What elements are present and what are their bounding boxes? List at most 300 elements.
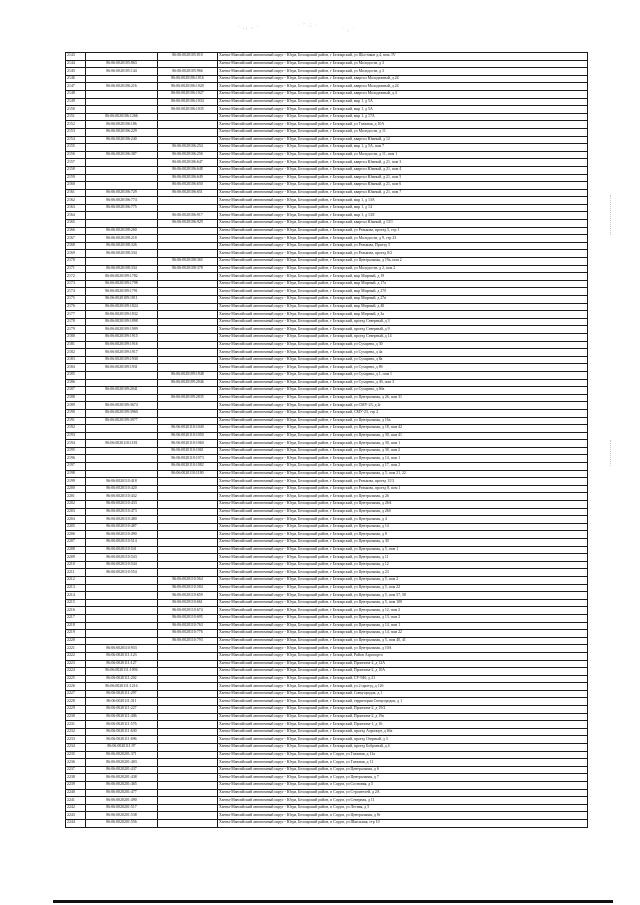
table-row (66, 584, 588, 592)
cadastral-number-building (158, 417, 218, 425)
cadastral-number-land: 86:06:0020106:387 (86, 151, 158, 159)
row-number: 2226 (66, 683, 86, 691)
cadastral-number-building (158, 660, 218, 668)
cadastral-number-building (158, 341, 218, 349)
row-number: 2193 (66, 432, 86, 440)
cadastral-number-building: 86:06:0020108:365 (158, 258, 218, 266)
cadastral-number-building (158, 204, 218, 212)
cadastral-number-land (86, 166, 158, 174)
address-cell: Ханты-Мансийский автономный округ - Югра, Белоярский район, г Белоярский, Спецгородок, д 1 (218, 690, 588, 698)
cadastral-number-building (158, 721, 218, 729)
cadastral-number-land: 86:06:0020109:1791 (86, 288, 158, 296)
row-number: 2216 (66, 607, 86, 615)
cadastral-number-building: 86:06:0020106:1035 (158, 106, 218, 114)
cadastral-number-building (158, 364, 218, 372)
row-number: 2228 (66, 698, 86, 706)
cadastral-number-land (86, 394, 158, 402)
address-cell: Ханты-Мансийский автономный округ - Югра, Белоярский район, п Сорум, ул Таежная, д 11 (218, 759, 588, 767)
table-row (66, 212, 588, 220)
table-row (66, 493, 588, 501)
table-row (66, 417, 588, 425)
row-number: 2230 (66, 713, 86, 721)
cadastral-number-land: 86:06:0020109:3674 (86, 402, 158, 410)
cadastral-number-building (158, 713, 218, 721)
cadastral-number-land (86, 144, 158, 152)
cadastral-number-land (86, 432, 158, 440)
cadastral-number-building: 86:06:0020110:659 (158, 592, 218, 600)
table-row (66, 599, 588, 607)
address-cell: Ханты-Мансийский автономный округ - Югра, Белоярский район, г Белоярский, ул Центральная, д 12 (218, 561, 588, 569)
address-cell: Ханты-Мансийский автономный округ - Югра, Белоярский район, г Белоярский, квартал Южный, д 21, пом 7 (218, 189, 588, 197)
row-number: 2243 (66, 812, 86, 820)
table-row (66, 706, 588, 714)
address-cell: Ханты-Мансийский автономный округ - Югра, Белоярский район, г Белоярский, проезд Бобровый, д 4 (218, 744, 588, 752)
row-number: 2177 (66, 311, 86, 319)
cadastral-number-land: 86:06:0020109:1917 (86, 349, 158, 357)
address-cell: Ханты-Мансийский автономный округ - Югра, Белоярский район, г Белоярский, ул Молодости, д 11, пом 1 (218, 151, 588, 159)
cadastral-number-land: 86:06:0020201:437 (86, 766, 158, 774)
address-cell: Ханты-Мансийский автономный округ - Югра, Белоярский район, г Белоярский, ул Молодости, д 11 (218, 128, 588, 136)
table-row (66, 804, 588, 812)
row-number: 2145 (66, 68, 86, 76)
address-cell: Ханты-Мансийский автономный округ - Югра, Белоярский район, г Белоярский, квартал Южный, д 21, пом 3 (218, 159, 588, 167)
table-row (66, 478, 588, 486)
address-cell: Ханты-Мансийский автономный округ - Югра, Белоярский район, г Белоярский, мкр Мирный, д 19 (218, 273, 588, 281)
cadastral-number-building (158, 409, 218, 417)
cadastral-number-land (86, 592, 158, 600)
cadastral-number-building (158, 128, 218, 136)
address-cell: Ханты-Мансийский автономный округ - Югра, Белоярский район, г Белоярский, ул Сухарева, д 8б (218, 364, 588, 372)
table-row (66, 561, 588, 569)
address-cell: Ханты-Мансийский автономный округ - Югра, Белоярский район, г Белоярский, ул Центральная, д 14, пом 22 (218, 630, 588, 638)
row-number: 2217 (66, 614, 86, 622)
address-cell: Ханты-Мансийский автономный округ - Югра, Белоярский район, г Белоярский, ул Сухарева, д 4б, пом 3 (218, 379, 588, 387)
table-row (66, 318, 588, 326)
row-number: 2195 (66, 447, 86, 455)
table-row (66, 60, 588, 68)
cadastral-number-land: 86:06:0020108:334 (86, 265, 158, 273)
table-row (66, 106, 588, 114)
table-row (66, 812, 588, 820)
cadastral-number-land (86, 212, 158, 220)
address-cell: Ханты-Мансийский автономный округ - Югра, Белоярский район, г Белоярский, ул Центральная, д 14 (218, 523, 588, 531)
address-cell: Ханты-Мансийский автономный округ - Югра, Белоярский район, п Сорум, ул Строителей, д 2А (218, 789, 588, 797)
cadastral-number-land: 86:06:0020201:465 (86, 782, 158, 790)
cadastral-number-land (86, 220, 158, 228)
cadastral-number-land: 86:06:0020201:477 (86, 789, 158, 797)
address-cell: Ханты-Мансийский автономный округ - Югра, Белоярский район, г Белоярский, ул Центральная, д 12, пом 2 (218, 607, 588, 615)
row-number: 2206 (66, 531, 86, 539)
row-number: 2169 (66, 250, 86, 258)
address-cell: Ханты-Мансийский автономный округ - Югра, Белоярский район, г Белоярский, ул Центральная, д 26б (218, 508, 588, 516)
address-cell: Ханты-Мансийский автономный округ - Югра, Белоярский район, г Белоярский, ул Центральная, д 8 (218, 531, 588, 539)
table-row (66, 326, 588, 334)
cadastral-number-land: 86:06:0020106:729 (86, 189, 158, 197)
address-cell: Ханты-Мансийский автономный округ - Югра, Белоярский район, г Белоярский, проезд Северный, д 9 (218, 326, 588, 334)
cadastral-number-building: 86:06:0020109:2046 (158, 379, 218, 387)
cadastral-number-building: 86:06:0020110:674 (158, 607, 218, 615)
row-number: 2240 (66, 789, 86, 797)
table-row (66, 250, 588, 258)
table-row (66, 90, 588, 98)
cadastral-number-land: 86:06:0020108:260 (86, 227, 158, 235)
cadastral-number-land (86, 614, 158, 622)
table-row (66, 182, 588, 190)
address-cell: Ханты-Мансийский автономный округ - Югра, Белоярский район, г Белоярский, проезд Озерный, д 3 (218, 736, 588, 744)
address-cell: Ханты-Мансийский автономный округ - Югра, Белоярский район, г Белоярский, ул Центральная, д 18, пом 42 (218, 425, 588, 433)
table-row (66, 508, 588, 516)
cadastral-number-building: 86:06:0020110:793 (158, 637, 218, 645)
address-cell: Ханты-Мансийский автономный округ - Югра, Белоярский район, г Белоярский, ул Центральная, д 11 (218, 554, 588, 562)
row-number: 2207 (66, 539, 86, 547)
address-cell: Ханты-Мансийский автономный округ - Югра, Белоярский район, г Белоярский, Промзона-2, д 12А (218, 660, 588, 668)
cadastral-number-building (158, 242, 218, 250)
cadastral-number-land: 86:06:0020110:432 (86, 493, 158, 501)
cadastral-number-land (86, 455, 158, 463)
cadastral-number-land: 86:06:0020109:2041 (86, 387, 158, 395)
row-number: 2224 (66, 668, 86, 676)
cadastral-number-land (86, 98, 158, 106)
table-row (66, 721, 588, 729)
table-row (66, 546, 588, 554)
table-row (66, 425, 588, 433)
table-row (66, 53, 588, 61)
table-row (66, 774, 588, 782)
cadastral-number-building (158, 569, 218, 577)
table-row (66, 751, 588, 759)
table-row (66, 485, 588, 493)
cadastral-number-building: 86:06:0020110:564 (158, 576, 218, 584)
cadastral-number-land (86, 599, 158, 607)
row-number: 2166 (66, 227, 86, 235)
row-number: 2186 (66, 379, 86, 387)
cadastral-number-land (86, 425, 158, 433)
address-cell: Ханты-Мансийский автономный округ - Югра, Белоярский район, г Белоярский, ул Молодости, д 9, стр 23 (218, 235, 588, 243)
address-cell: Ханты-Мансийский автономный округ - Югра, Белоярский район, г Белоярский, ул Центральная, д 5, пом 40, 41 (218, 637, 588, 645)
cadastral-number-land: 86:06:0020111:1214 (86, 683, 158, 691)
cadastral-number-land (86, 447, 158, 455)
address-cell: Ханты-Мансийский автономный округ - Югра, Белоярский район, г Белоярский, квартал Молодежный, д 24 (218, 75, 588, 83)
address-cell: Ханты-Мансийский автономный округ - Югра, Белоярский район, г Белоярский, квартал Молодежный, д 4 (218, 90, 588, 98)
table-row (66, 227, 588, 235)
table-row (66, 387, 588, 395)
cadastral-number-land: 86:06:0020110:420 (86, 485, 158, 493)
row-number: 2187 (66, 387, 86, 395)
row-number: 2160 (66, 182, 86, 190)
cadastral-number-building (158, 235, 218, 243)
cadastral-number-building (158, 645, 218, 653)
row-number: 2205 (66, 523, 86, 531)
row-number: 2223 (66, 660, 86, 668)
cadastral-number-land: 86:06:0020106:240 (86, 136, 158, 144)
cadastral-number-land: 86:06:0020111:123 (86, 652, 158, 660)
cadastral-number-building: 86:06:0020110:1040 (158, 425, 218, 433)
registry-table (65, 52, 588, 828)
cadastral-number-building: 86:06:0020106:647 (158, 159, 218, 167)
cadastral-number-land: 86:06:0020109:3977 (86, 417, 158, 425)
row-number: 2152 (66, 121, 86, 129)
cadastral-number-land: 86:06:0020111:696 (86, 736, 158, 744)
row-number: 2183 (66, 356, 86, 364)
cadastral-number-building (158, 349, 218, 357)
row-number: 2214 (66, 592, 86, 600)
cadastral-number-land: 86:06:0020110:490 (86, 531, 158, 539)
row-number: 2210 (66, 561, 86, 569)
table-row (66, 683, 588, 691)
address-cell: Ханты-Мансийский автономный округ - Югра, Белоярский район, г Белоярский, территория Спецгородок, д 1 (218, 698, 588, 706)
row-number: 2192 (66, 425, 86, 433)
table-row (66, 668, 588, 676)
cadastral-number-land: 86:06:0020111:127 (86, 660, 158, 668)
address-cell: Ханты-Мансийский автономный округ - Югра, Белоярский район, г Белоярский, ул Шостаков д.4, пом. IV (218, 53, 588, 61)
address-cell: Ханты-Мансийский автономный округ - Югра, Белоярский район, г Белоярский, ул Молодости, д 3 (218, 60, 588, 68)
row-number: 2158 (66, 166, 86, 174)
address-cell: Ханты-Мансийский автономный округ - Югра, Белоярский район, г Белоярский, ул Таежная, д 10А (218, 121, 588, 129)
cadastral-number-land (86, 622, 158, 630)
cadastral-number-building (158, 333, 218, 341)
address-cell: Ханты-Мансийский автономный округ - Югра, Белоярский район, г Белоярский, ул Сухарева, д 1, пом 1 (218, 371, 588, 379)
table-row (66, 637, 588, 645)
row-number: 2236 (66, 759, 86, 767)
address-cell: Ханты-Мансийский автономный округ - Югра, Белоярский район, г Белоярский, ул Центральная, д 30 (218, 539, 588, 547)
address-cell: Ханты-Мансийский автономный округ - Югра, Белоярский район, г Белоярский, ул Центральная, д 5, пом 57, 58 (218, 592, 588, 600)
cadastral-number-building (158, 736, 218, 744)
cadastral-number-building (158, 554, 218, 562)
cadastral-number-building (158, 516, 218, 524)
address-cell: Ханты-Мансийский автономный округ - Югра, Белоярский район, п Сорум, ул Лесная, д 5 (218, 804, 588, 812)
address-cell: Ханты-Мансийский автономный округ - Югра, Белоярский район, г Белоярский, СМУ-23, стр 2 (218, 409, 588, 417)
row-number: 2212 (66, 576, 86, 584)
row-number: 2161 (66, 189, 86, 197)
cadastral-number-land: 86:06:0020109:1931 (86, 364, 158, 372)
address-cell: Ханты-Мансийский автономный округ - Югра, Белоярский район, г Белоярский, мкр Мирный, д 17а (218, 280, 588, 288)
cadastral-number-land: 86:06:0020110:418 (86, 478, 158, 486)
table-row (66, 379, 588, 387)
row-number: 2181 (66, 341, 86, 349)
address-cell: Ханты-Мансийский автономный округ - Югра, Белоярский район, г Белоярский, квартал Молодежный, д 24 (218, 83, 588, 91)
row-number: 2244 (66, 819, 86, 827)
row-number: 2222 (66, 652, 86, 660)
cadastral-number-land: 86:06:0020106:216 (86, 83, 158, 91)
address-cell: Ханты-Мансийский автономный округ - Югра, Белоярский район, г Белоярский, ул Центральная, д 13, пом 2 (218, 614, 588, 622)
cadastral-number-building (158, 698, 218, 706)
address-cell: Ханты-Мансийский автономный округ - Югра, Белоярский район, г Белоярский, мкр Мирный, д 27в (218, 296, 588, 304)
cadastral-number-land: 86:06:0020201:556 (86, 819, 158, 827)
table-row (66, 356, 588, 364)
table-row (66, 645, 588, 653)
row-number: 2146 (66, 75, 86, 83)
table-row (66, 470, 588, 478)
row-number: 2188 (66, 394, 86, 402)
address-cell: Ханты-Мансийский автономный округ - Югра, Белоярский район, г Белоярский, Промзона-2, д 19а (218, 713, 588, 721)
cadastral-number-land: 86:06:0020110:433 (86, 501, 158, 509)
address-cell: Ханты-Мансийский автономный округ - Югра, Белоярский район, г Белоярский, ул Центральная, д 5, пом 100 (218, 599, 588, 607)
table-row (66, 744, 588, 752)
stamp-mark: ∙ ' ∴ · (298, 23, 318, 29)
cadastral-number-building (158, 759, 218, 767)
cadastral-number-land: 86:06:0020106:775 (86, 204, 158, 212)
row-number: 2182 (66, 349, 86, 357)
cadastral-number-building (158, 774, 218, 782)
table-row (66, 280, 588, 288)
table-row (66, 242, 588, 250)
table-row (66, 789, 588, 797)
address-cell: Ханты-Мансийский автономный округ - Югра, Белоярский район, г Белоярский, мкр Мирный, д 40 (218, 303, 588, 311)
row-number: 2234 (66, 744, 86, 752)
cadastral-number-land: 86:06:0020106:229 (86, 128, 158, 136)
cadastral-number-building (158, 273, 218, 281)
address-cell: Ханты-Мансийский автономный округ - Югра, Белоярский район, г Белоярский, мкр 1, д 14 (218, 204, 588, 212)
cadastral-number-building (158, 402, 218, 410)
cadastral-number-building (158, 311, 218, 319)
table-row (66, 296, 588, 304)
table-row (66, 569, 588, 577)
row-number: 2154 (66, 136, 86, 144)
cadastral-number-building (158, 227, 218, 235)
row-number: 2150 (66, 106, 86, 114)
cadastral-number-building: 86:06:0020110:584 (158, 584, 218, 592)
cadastral-number-building (158, 478, 218, 486)
row-number: 2203 (66, 508, 86, 516)
address-cell: Ханты-Мансийский автономный округ - Югра, Белоярский район, г Белоярский, мкр 1, д 17А (218, 113, 588, 121)
cadastral-number-land (86, 90, 158, 98)
cadastral-number-building (158, 782, 218, 790)
cadastral-number-building (158, 523, 218, 531)
cadastral-number-land: 86:06:0020110:514 (86, 539, 158, 547)
cadastral-number-building: 86:06:0020106:1016 (158, 75, 218, 83)
cadastral-number-building: 86:06:0020110:1060 (158, 440, 218, 448)
cadastral-number-building (158, 690, 218, 698)
row-number: 2173 (66, 280, 86, 288)
table-row (66, 98, 588, 106)
cadastral-number-building (158, 250, 218, 258)
address-cell: Ханты-Мансийский автономный округ - Югра, Белоярский район, г Белоярский, ул Сухарева, д 8а (218, 356, 588, 364)
table-row (66, 607, 588, 615)
cadastral-number-land: 86:06:0020108:334 (86, 250, 158, 258)
cadastral-number-building (158, 546, 218, 554)
cadastral-number-land: 86:06:0020111:227 (86, 706, 158, 714)
address-cell: Ханты-Мансийский автономный округ - Югра, Белоярский район, г Белоярский, ул Ратькова, проезд 11/3 (218, 478, 588, 486)
cadastral-number-land: 86:06:0020110:473 (86, 508, 158, 516)
cadastral-number-land: 86:06:0020111:576 (86, 721, 158, 729)
cadastral-number-building (158, 728, 218, 736)
row-number: 2229 (66, 706, 86, 714)
cadastral-number-land: 86:06:0020111:406 (86, 713, 158, 721)
registry-body (66, 53, 588, 828)
address-cell: Ханты-Мансийский автономный округ - Югра, Белоярский район, г Белоярский, ул Центральная, д 19а, пом 2 (218, 258, 588, 266)
table-row (66, 782, 588, 790)
table-row (66, 197, 588, 205)
table-row (66, 174, 588, 182)
row-number: 2199 (66, 478, 86, 486)
cadastral-number-land: 86:06:0020110:544 (86, 561, 158, 569)
cadastral-number-building: 86:06:0020110:763 (158, 622, 218, 630)
cadastral-number-building: 86:06:0020106:917 (158, 212, 218, 220)
cadastral-number-land: 86:06:0020201:438 (86, 774, 158, 782)
cadastral-number-land (86, 463, 158, 471)
row-number: 2167 (66, 235, 86, 243)
cadastral-number-land: 86:06:0020110:541 (86, 546, 158, 554)
table-row (66, 622, 588, 630)
cadastral-number-building: 86:06:0020110:776 (158, 630, 218, 638)
address-cell: Ханты-Мансийский автономный округ - Югра, Белоярский район, г Белоярский, квартал Южный, д 13/1 (218, 220, 588, 228)
row-number: 2209 (66, 554, 86, 562)
address-cell: Ханты-Мансийский автономный округ - Югра, Белоярский район, г Белоярский, ул Ратькова, Проезд 3 (218, 242, 588, 250)
address-cell: Ханты-Мансийский автономный округ - Югра, Белоярский район, г Белоярский, квартал Южный, д 12 (218, 136, 588, 144)
address-cell: Ханты-Мансийский автономный округ - Югра, Белоярский район, г Белоярский, ул Центральная, д 16а (218, 417, 588, 425)
row-number: 2198 (66, 470, 86, 478)
cadastral-number-building (158, 804, 218, 812)
cadastral-number-land (86, 630, 158, 638)
cadastral-number-building (158, 789, 218, 797)
cadastral-number-building (158, 121, 218, 129)
cadastral-number-building: 86:06:0020106:1034 (158, 98, 218, 106)
address-cell: Ханты-Мансийский автономный округ - Югра, Белоярский район, г Белоярский, мкр 1, д 5А, пом 7 (218, 144, 588, 152)
address-cell: Ханты-Мансийский автономный округ - Югра, Белоярский район, п Сорум, ул Школьная, стр 10 (218, 819, 588, 827)
address-cell: Ханты-Мансийский автономный округ - Югра, Белоярский район, г Белоярский, ул Сухарева, д 30 (218, 341, 588, 349)
row-number: 2172 (66, 273, 86, 281)
cadastral-number-building (158, 812, 218, 820)
table-row (66, 501, 588, 509)
cadastral-number-land (86, 182, 158, 190)
table-row (66, 303, 588, 311)
cadastral-number-land: 86:06:0020201:538 (86, 812, 158, 820)
table-row (66, 128, 588, 136)
cadastral-number-land: 86:06:0020110:933 (86, 645, 158, 653)
cadastral-number-building (158, 501, 218, 509)
row-number: 2218 (66, 622, 86, 630)
cadastral-number-land: 86:06:0020201:403 (86, 759, 158, 767)
address-cell: Ханты-Мансийский автономный округ - Югра, Белоярский район, п Сорум, ул Таежная, д 11а (218, 751, 588, 759)
cadastral-number-building (158, 288, 218, 296)
cadastral-number-building: 86:06:0020106:651 (158, 189, 218, 197)
address-cell: Ханты-Мансийский автономный округ - Югра, Белоярский район, г Белоярский, ул Центральная, д 5, пом 2 (218, 576, 588, 584)
row-number: 2153 (66, 128, 86, 136)
address-cell: Ханты-Мансийский автономный округ - Югра, Белоярский район, г Белоярский, ул Сухарева, д 4а (218, 349, 588, 357)
cadastral-number-building: 86:06:0020106:649 (158, 174, 218, 182)
row-number: 2220 (66, 637, 86, 645)
row-number: 2149 (66, 98, 86, 106)
cadastral-number-building (158, 797, 218, 805)
cadastral-number-land: 86:06:0020106:774 (86, 197, 158, 205)
table-row (66, 151, 588, 159)
cadastral-number-land: 86:06:0020111:1094 (86, 668, 158, 676)
cadastral-number-building (158, 303, 218, 311)
cadastral-number-building: 86:06:0020109:2835 (158, 394, 218, 402)
cadastral-number-building (158, 675, 218, 683)
table-row (66, 554, 588, 562)
row-number: 2204 (66, 516, 86, 524)
table-row (66, 113, 588, 121)
cadastral-number-land: 86:06:0020109:1909 (86, 326, 158, 334)
table-row (66, 516, 588, 524)
cadastral-number-building: 86:06:0020106:254 (158, 144, 218, 152)
row-number: 2179 (66, 326, 86, 334)
cadastral-number-land (86, 159, 158, 167)
row-number: 2231 (66, 721, 86, 729)
address-cell: Ханты-Мансийский автономный округ - Югра, Белоярский район, г Белоярский, ул Центральная, д 10А (218, 645, 588, 653)
cadastral-number-building (158, 744, 218, 752)
address-cell: Ханты-Мансийский автономный округ - Югра, Белоярский район, г Белоярский, ул Центральная, д 17, пом 2 (218, 463, 588, 471)
cadastral-number-building: 86:06:0020106:929 (158, 220, 218, 228)
table-row (66, 288, 588, 296)
cadastral-number-building: 86:06:0020106:256 (158, 151, 218, 159)
cadastral-number-building (158, 60, 218, 68)
table-row (66, 273, 588, 281)
address-cell: Ханты-Мансийский автономный округ - Югра, Белоярский район, г Белоярский, ул Молодости, д 2, пом 2 (218, 265, 588, 273)
address-cell: Ханты-Мансийский автономный округ - Югра, Белоярский район, г Белоярский, ул Центральная, д 5, пом 21, 22 (218, 470, 588, 478)
cadastral-number-building (158, 668, 218, 676)
